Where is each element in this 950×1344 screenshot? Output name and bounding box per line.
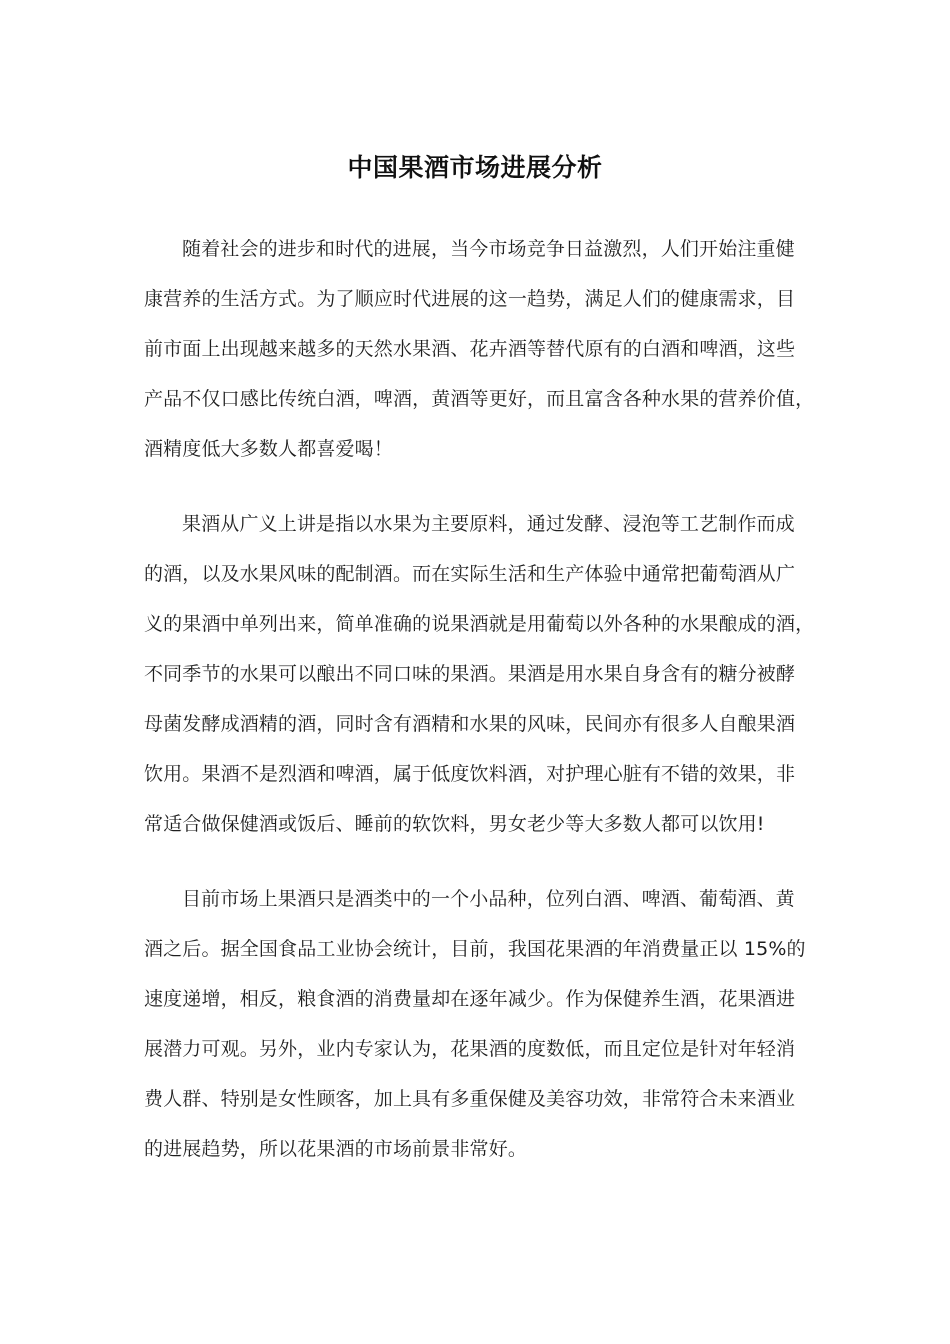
- paragraph-2: [144, 499, 815, 849]
- paragraph-line: 的酒，以及水果风味的配制酒。而在实际生活和生产体验中通常把葡萄酒从广: [144, 563, 796, 585]
- paragraph-line: 前市面上出现越来越多的天然水果酒、花卉酒等替代原有的白酒和啤酒，这些: [144, 338, 796, 360]
- document-body: [144, 224, 815, 1199]
- paragraph-line: 随着社会的进步和时代的进展，当今市场竞争日益激烈，人们开始注重健: [182, 238, 795, 260]
- paragraph-line: 果酒从广义上讲是指以水果为主要原料，通过发酵、浸泡等工艺制作而成: [182, 513, 795, 535]
- paragraph-line: 饮用。果酒不是烈酒和啤酒，属于低度饮料酒，对护理心脏有不错的效果，非: [144, 763, 796, 785]
- paragraph-line: 常适合做保健酒或饭后、睡前的软饮料，男女老少等大多数人都可以饮用!: [144, 813, 765, 835]
- paragraph-3: [144, 874, 808, 1174]
- paragraph-line: 义的果酒中单列出来，简单准确的说果酒就是用葡萄以外各种的水果酿成的酒，: [144, 613, 815, 635]
- paragraph-line: 费人群、特别是女性顾客，加上具有多重保健及美容功效，非常符合未来酒业: [144, 1088, 796, 1110]
- paragraph-line: 目前市场上果酒只是酒类中的一个小品种，位列白酒、啤酒、葡萄酒、黄: [182, 888, 795, 910]
- paragraph-line: 酒之后。据全国食品工业协会统计，目前，我国花果酒的年消费量正以 15%的: [144, 938, 806, 960]
- paragraph-line: 酒精度低大多数人都喜爱喝！: [144, 438, 393, 460]
- paragraph-line: 不同季节的水果可以酿出不同口味的果酒。果酒是用水果自身含有的糖分被酵: [144, 663, 796, 685]
- paragraph-line: 康营养的生活方式。为了顺应时代进展的这一趋势，满足人们的健康需求，目: [144, 288, 796, 310]
- paragraph-line: 展潜力可观。另外，业内专家认为，花果酒的度数低，而且定位是针对年轻消: [144, 1038, 796, 1060]
- paragraph-1: [144, 224, 815, 474]
- paragraph-line: 产品不仅口感比传统白酒，啤酒，黄酒等更好，而且富含各种水果的营养价值，: [144, 388, 815, 410]
- paragraph-line: 的进展趋势，所以花果酒的市场前景非常好。: [144, 1138, 528, 1160]
- paragraph-line: 速度递增，相反，粮食酒的消费量却在逐年减少。作为保健养生酒，花果酒进: [144, 988, 796, 1010]
- document-title: 中国果酒市场进展分析: [347, 153, 603, 182]
- paragraph-line: 母菌发酵成酒精的酒，同时含有酒精和水果的风味，民间亦有很多人自酿果酒: [144, 713, 796, 735]
